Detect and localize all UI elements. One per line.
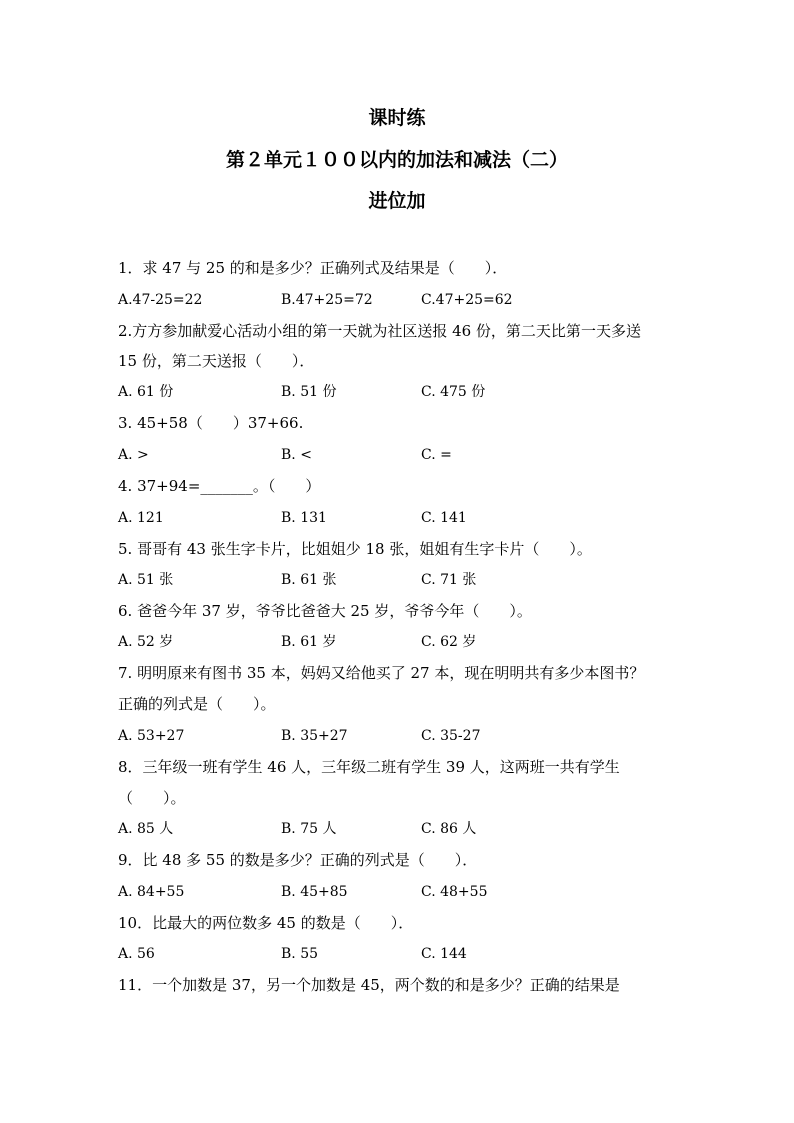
question-7-text: 7. 明明原来有图书 35 本，妈妈又给他买了 27 本，现在明明共有多少本图书？ — [118, 664, 645, 682]
section-title: 进位加 — [368, 190, 426, 212]
option-a: A. 85 人 — [118, 821, 174, 837]
option-b: B. 35+27 — [281, 728, 348, 744]
option-b: B. 131 — [281, 510, 327, 526]
question-8-text: 8．三年级一班有学生 46 人，三年级二班有学生 39 人，这两班一共有学生 — [118, 758, 620, 776]
option-a: A. 84+55 — [118, 884, 185, 900]
option-c: C. 141 — [421, 510, 467, 526]
option-c: C.47+25=62 — [421, 292, 513, 308]
question-10-text: 10．比最大的两位数多 45 的数是（ ）． — [118, 914, 414, 932]
unit-subtitle: 第２单元１００以内的加法和减法（二） — [225, 149, 568, 171]
option-a: A. 53+27 — [118, 728, 185, 744]
option-c: C. 71 张 — [421, 572, 477, 588]
question-3-text: 3. 45+58（ ）37+66. — [118, 414, 304, 432]
question-11-text: 11．一个加数是 37，另一个加数是 45，两个数的和是多少？正确的结果是 — [118, 976, 620, 994]
option-c: C. 35-27 — [421, 728, 481, 744]
option-b: B. 61 岁 — [281, 634, 337, 650]
option-b: B. 45+85 — [281, 884, 348, 900]
option-a: A. 121 — [118, 510, 164, 526]
question-6-options — [118, 632, 678, 652]
option-b: B. 51 份 — [281, 384, 337, 400]
option-a: A. 56 — [118, 946, 155, 962]
question-4-text: 4. 37+94=_______。（ ） — [118, 477, 321, 495]
option-c: C. 86 人 — [421, 821, 477, 837]
question-4-options — [118, 508, 678, 528]
option-b: B.47+25=72 — [281, 292, 373, 308]
question-9-options — [118, 882, 678, 902]
question-8-options — [118, 819, 678, 839]
option-c: C. 48+55 — [421, 884, 488, 900]
option-b: B. < — [281, 447, 312, 463]
option-a: A. 51 张 — [118, 572, 174, 588]
option-a: A.47-25=22 — [118, 292, 203, 308]
question-5-options — [118, 570, 678, 590]
option-b: B. 61 张 — [281, 572, 337, 588]
question-3-options — [118, 445, 678, 465]
question-9-text: 9．比 48 多 55 的数是多少？正确的列式是（ ）． — [118, 851, 478, 869]
question-10-options — [118, 944, 678, 964]
question-7-text-continued: 正确的列式是（ ）。 — [118, 695, 276, 713]
option-b: B. 75 人 — [281, 821, 337, 837]
option-c: C. = — [421, 447, 452, 463]
option-a: A. 61 份 — [118, 384, 174, 400]
option-a: A. > — [118, 447, 149, 463]
question-5-text: 5. 哥哥有 43 张生字卡片，比姐姐少 18 张，姐姐有生字卡片（ ）。 — [118, 540, 592, 558]
question-1-text: 1．求 47 与 25 的和是多少？正确列式及结果是（ ）． — [118, 259, 508, 277]
option-a: A. 52 岁 — [118, 634, 174, 650]
question-1-options — [118, 290, 678, 310]
option-c: C. 144 — [421, 946, 467, 962]
option-c: C. 475 份 — [421, 384, 486, 400]
worksheet-title: 课时练 — [368, 107, 426, 129]
option-c: C. 62 岁 — [421, 634, 477, 650]
question-2-text-continued: 15 份，第二天送报（ ）． — [118, 352, 315, 370]
option-b: B. 55 — [281, 946, 319, 962]
question-7-options — [118, 726, 678, 746]
question-2-text: 2.方方参加献爱心活动小组的第一天就为社区送报 46 份，第二天比第一天多送 — [118, 322, 641, 340]
question-8-text-continued: （ ）。 — [118, 789, 186, 807]
question-6-text: 6. 爸爸今年 37 岁，爷爷比爸爸大 25 岁，爷爷今年（ ）。 — [118, 602, 532, 620]
question-2-options — [118, 382, 678, 402]
